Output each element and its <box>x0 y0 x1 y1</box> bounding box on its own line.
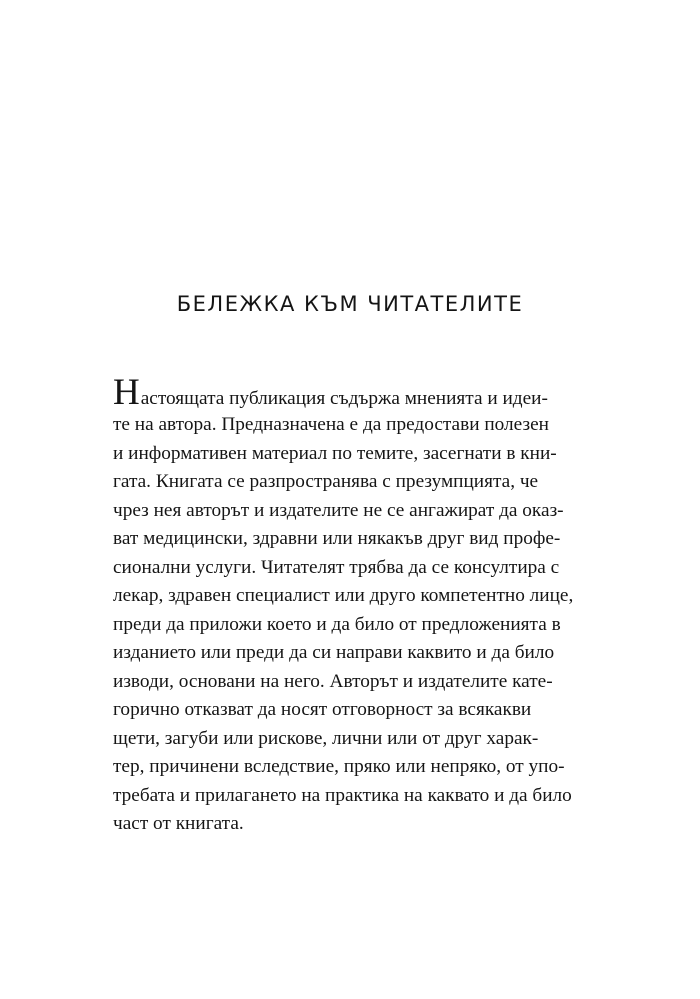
disclaimer-paragraph <box>113 372 593 839</box>
paragraph-line: чрез нея авторът и издателите не се ангажират да оказ- <box>113 499 564 521</box>
drop-cap: Н <box>113 372 140 413</box>
page-title: БЕЛЕЖКА КЪМ ЧИТАТЕЛИТЕ <box>176 292 524 316</box>
paragraph-line: изводи, основани на него. Авторът и издателите кате- <box>113 670 553 692</box>
paragraph-line: требата и прилагането на практика на каквато и да било <box>113 784 572 806</box>
paragraph-line <box>113 372 593 413</box>
paragraph-line: горично отказват да носят отговорност за всякакви <box>113 699 532 720</box>
first-line-text: астоящата публикация съдържа мненията и идеи- <box>140 388 548 409</box>
paragraph-line: щети, загуби или рискове, лични или от друг харак- <box>113 727 539 749</box>
paragraph-line: тер, причинени вследствие, пряко или непряко, от упо- <box>113 756 565 777</box>
paragraph-line: гата. Книгата се разпространява с презумпцията, че <box>113 471 539 492</box>
paragraph-line: сионални услуги. Читателят трябва да се консултира с <box>113 556 560 578</box>
paragraph-line: те на автора. Предназначена е да предостави полезен <box>113 414 549 435</box>
paragraph-line: и информативен материал по темите, засегнати в кни- <box>113 442 557 464</box>
paragraph-line: преди да приложи което и да било от предложенията в <box>113 613 561 635</box>
paragraph-line: лекар, здравен специалист или друго компетентно лице, <box>113 585 574 606</box>
paragraph-line: ват медицински, здравни или някакъв друг вид профе- <box>113 528 561 549</box>
paragraph-line: изданието или преди да си направи каквито и да било <box>113 642 555 663</box>
paragraph-line: част от книгата. <box>113 813 244 834</box>
